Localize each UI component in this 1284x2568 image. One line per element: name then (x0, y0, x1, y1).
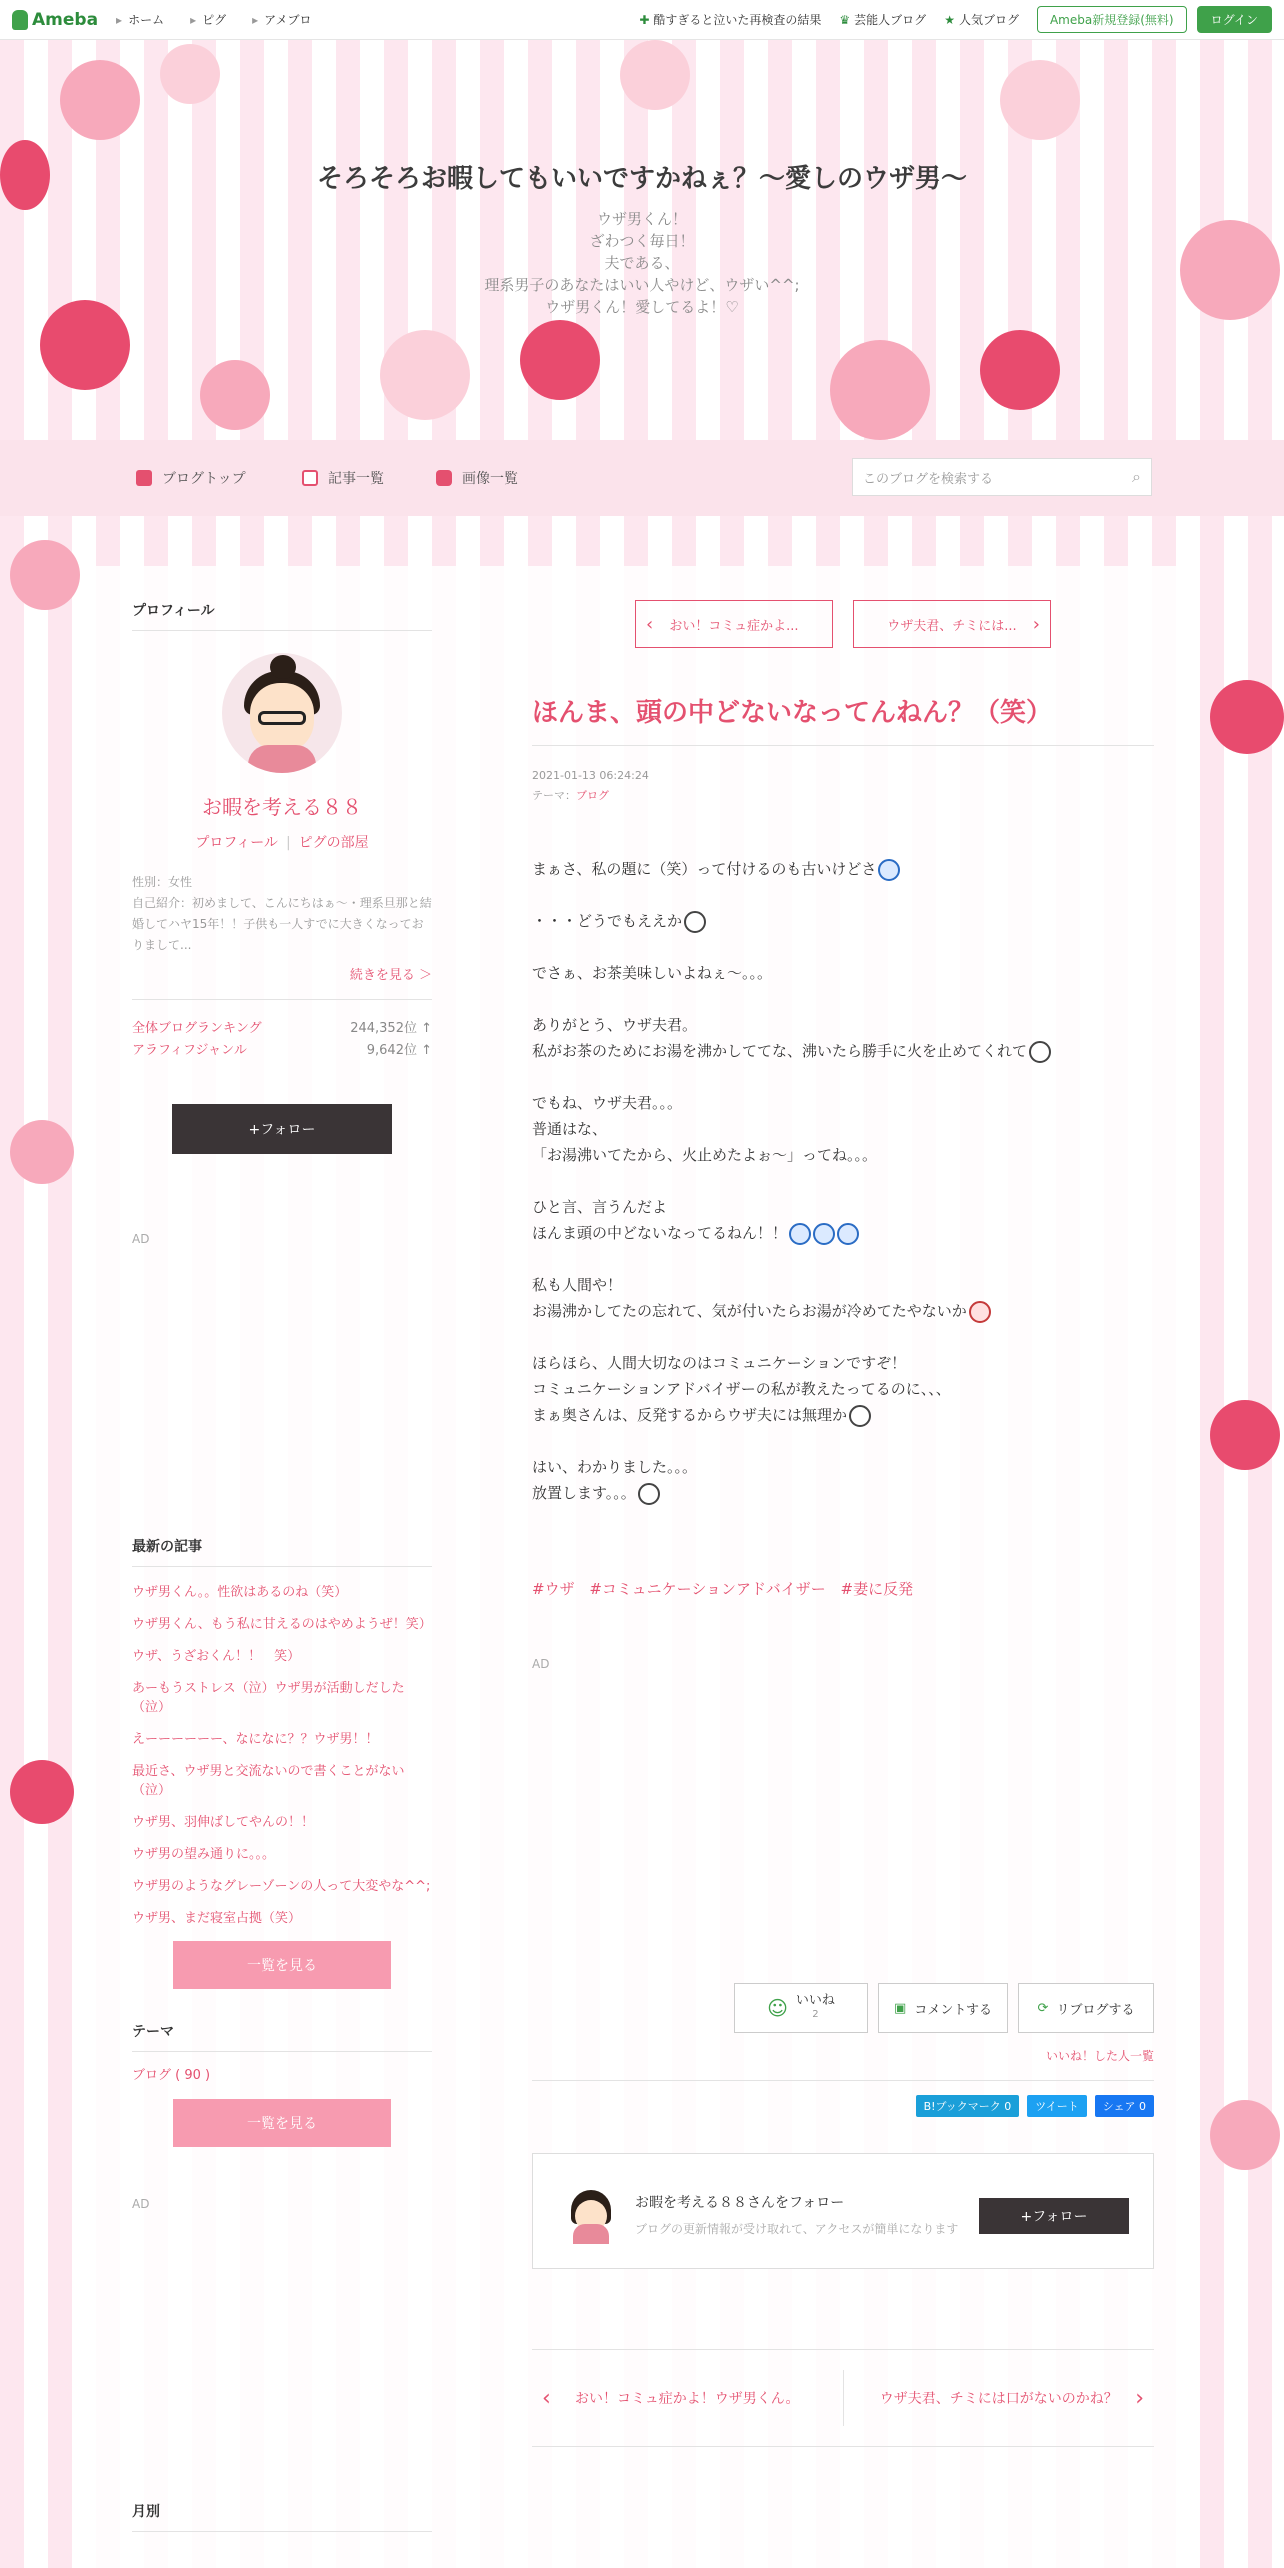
blog-icon (136, 470, 152, 486)
sidebar (132, 600, 432, 2532)
profile-name[interactable]: お暇を考える８８ (202, 795, 362, 819)
ameba-topbar (0, 0, 1284, 40)
latest-entry-link[interactable]: 最近さ、ウザ男と交流ないので書くことがない（泣） (132, 1764, 405, 1798)
topnav-ameblo[interactable]: ▸ アメブロ (252, 11, 311, 28)
latest-entry-link[interactable]: ウザ、うざおくん！！ 笑） (132, 1649, 301, 1664)
nav-blog-top[interactable]: ブログトップ (136, 468, 246, 488)
profile-heading: プロフィール (132, 600, 432, 631)
crown-icon: ♛ (839, 13, 851, 27)
blossom-decoration (1210, 1400, 1280, 1470)
register-button[interactable]: Ameba新規登録(無料) (1037, 6, 1187, 33)
likers-link[interactable]: いいね！した人一覧 (1045, 2049, 1154, 2063)
latest-entry-link[interactable]: ウザ男、まだ寝室占拠（笑） (132, 1911, 302, 1926)
blog-global-nav (0, 440, 1284, 516)
bottom-prev-link[interactable]: ‹ おい！コミュ症かよ！ウザ男くん。 (532, 2370, 844, 2426)
entry-meta (532, 766, 1154, 806)
emoji-icon (849, 1405, 871, 1427)
main-container (84, 566, 1200, 2568)
topnav-home[interactable]: ▸ ホーム (116, 11, 164, 28)
follow-box-text: お暇を考える８８さんをフォロー (635, 2195, 845, 2211)
hashtag-link[interactable]: #コミュニケーションアドバイザー (589, 1580, 826, 1598)
entry-date: 2021-01-13 06:24:24 (532, 769, 649, 782)
entry-hashtags (532, 1578, 1154, 1599)
prev-entry-button[interactable]: ‹ おい！コミュ症かよ... (635, 600, 833, 648)
reblog-icon: ⟳ (1037, 2000, 1049, 2016)
hashtag-link[interactable]: #妻に反発 (840, 1580, 914, 1598)
emoji-icon (969, 1301, 991, 1323)
theme-heading: テーマ (132, 2021, 432, 2052)
share-buttons (532, 2095, 1154, 2117)
emoji-icon (789, 1223, 811, 1245)
entry-actions (532, 1983, 1154, 2033)
profile-more-link[interactable]: 続きを見る ＞ (349, 968, 432, 983)
login-button[interactable]: ログイン (1197, 6, 1272, 33)
facebook-share-button[interactable]: シェア 0 (1095, 2095, 1154, 2117)
plus-icon: ✚ (639, 13, 650, 27)
theme-list (132, 2066, 432, 2085)
chevron-right-icon: › (1135, 2385, 1144, 2411)
latest-entry-link[interactable]: あーもうストレス（泣）ウザ男が活動しだした（泣） (132, 1681, 405, 1715)
comment-icon: ▣ (894, 2000, 907, 2016)
theme-link[interactable]: ブログ ( 90 ) (132, 2068, 211, 2083)
chevron-right-icon: › (1032, 613, 1040, 635)
hatena-bookmark-button[interactable]: B!ブックマーク 0 (916, 2095, 1020, 2117)
entry-ad-label: AD (532, 1657, 550, 1671)
emoji-icon (684, 911, 706, 933)
pig-room-link[interactable]: ピグの部屋 (298, 835, 369, 851)
bottom-next-link[interactable]: ウザ夫君、チミには口がないのかね？ › (879, 2385, 1144, 2411)
follow-avatar (561, 2180, 621, 2244)
star-icon: ★ (944, 13, 955, 27)
entry-title[interactable]: ほんま、頭の中どないなってんねん？（笑） (532, 692, 1154, 746)
emoji-icon (837, 1223, 859, 1245)
profile-link[interactable]: プロフィール (195, 835, 278, 851)
ameba-logo[interactable]: Ameba (12, 10, 98, 30)
theme-all-button[interactable]: 一覧を見る (173, 2099, 391, 2147)
emoji-icon (878, 859, 900, 881)
theme-label: テーマ： (532, 789, 576, 802)
sidebar-follow-button[interactable]: +フォロー (172, 1104, 392, 1154)
entry-body: まぁさ、私の題に（笑）って付けるのも古いけどさ ・・・どうでもええか でさぁ、お茶美味しいよねぇ〜。。。 ありがとう、ウザ夫君。 私がお茶のためにお湯を沸かしててな、沸いたら勝手に火を止めてくれて でもね、ウザ夫君。。。 普通はな、 「お湯沸いてたから、火止めたよぉ〜」ってね。。。 ひと言、言うんだよ ほんま頭の中どないなってるねん！！ 私も人間や！ お湯沸かしてたの忘れて、気が付いたらお湯が冷めてたやないか ほらほら、人間大切なのはコミュニケーションですぞ！ コミュニケーションアドバイザーの私が教えたってるのに、、、 まぁ奥さんは、反発するからウザ夫には無理か はい、わかりました。。。 放置します。。。 (532, 856, 1154, 1506)
smile-icon: ☺ (767, 1996, 788, 2020)
latest-entry-link[interactable]: ウザ男のようなグレーゾーンの人って大変やな^^; (132, 1879, 431, 1894)
follow-box-button[interactable]: +フォロー (979, 2198, 1129, 2234)
topbar-link-popular[interactable]: ★ 人気ブログ (944, 13, 1019, 27)
comment-button[interactable]: ▣ コメントする (878, 1983, 1008, 2033)
list-icon (302, 470, 318, 486)
latest-entry-link[interactable]: ウザ男くん。。性欲はあるのね（笑） (132, 1585, 348, 1600)
follow-box-subtext: ブログの更新情報が受け取れて、アクセスが簡単になります (635, 2222, 959, 2236)
nav-entry-list[interactable]: 記事一覧 (302, 468, 384, 488)
emoji-icon (1029, 1041, 1051, 1063)
ameba-frog-icon (12, 10, 28, 30)
camera-icon (436, 470, 452, 486)
latest-entry-link[interactable]: ウザ男くん、もう私に甘えるのはやめようぜ！笑） (132, 1617, 432, 1632)
blog-search-input[interactable]: このブログを検索する ⌕ (852, 458, 1152, 496)
topbar-link-celeb[interactable]: ♛ 芸能人ブログ (839, 13, 927, 27)
bottom-pager (532, 2349, 1154, 2447)
blossom-decoration (1210, 2100, 1280, 2170)
blossom-decoration (10, 1760, 74, 1824)
blossom-decoration (1210, 680, 1284, 754)
blog-title[interactable]: そろそろお暇してもいいですかねぇ？〜愛しのウザ男〜 (316, 164, 967, 194)
emoji-icon (638, 1483, 660, 1505)
search-icon[interactable]: ⌕ (1132, 467, 1141, 486)
ranking-row[interactable]: アラフィフジャンル 9,642位 ↑ (132, 1043, 432, 1058)
reblog-button[interactable]: ⟳ リブログする (1018, 1983, 1154, 2033)
blog-header (0, 40, 1284, 440)
topnav-pig[interactable]: ▸ ピグ (190, 11, 226, 28)
monthly-heading: 月別 (132, 2501, 432, 2532)
profile-links: プロフィール | ピグの部屋 (195, 835, 369, 851)
entry-theme-link[interactable]: ブログ (576, 789, 609, 802)
emoji-icon (813, 1223, 835, 1245)
latest-entry-link[interactable]: ウザ男、羽伸ばしてやんの！！ (132, 1815, 315, 1830)
chevron-left-icon: ‹ (646, 613, 654, 635)
profile-info: 性別：女性 自己紹介：初めまして、こんにちはぁ〜・理系旦那と結婚してハヤ15年！！子供も一人すでに大きくなっておりまして... (132, 875, 432, 952)
latest-entry-link[interactable]: ウザ男の望み通りに。。。 (132, 1847, 276, 1862)
blossom-decoration (10, 540, 80, 610)
nav-image-list[interactable]: 画像一覧 (436, 468, 518, 488)
blossom-decoration (10, 1120, 74, 1184)
hashtag-link[interactable]: #ウザ (532, 1580, 575, 1598)
latest-all-button[interactable]: 一覧を見る (173, 1941, 391, 1989)
follow-box (532, 2153, 1154, 2269)
sidebar-ad-label-2: AD (132, 2197, 150, 2211)
top-pager (532, 600, 1154, 648)
latest-entry-link[interactable]: えーーーーーー、なになに？？ウザ男！！ (132, 1732, 379, 1747)
like-button[interactable]: ☺ いいね 2 (734, 1983, 868, 2033)
ranking-list (132, 999, 432, 1062)
latest-heading: 最新の記事 (132, 1536, 432, 1567)
tweet-button[interactable]: ツイート (1027, 2095, 1086, 2117)
next-entry-button[interactable]: ウザ夫君、チミには... › (853, 600, 1051, 648)
profile-avatar[interactable] (222, 653, 342, 773)
topbar-link-news[interactable]: ✚ 酷すぎると泣いた再検査の結果 (639, 13, 822, 27)
sidebar-ad-label: AD (132, 1232, 150, 1246)
latest-entries (132, 1583, 432, 1928)
ranking-row[interactable]: 全体ブログランキング 244,352位 ↑ (132, 1021, 432, 1036)
chevron-left-icon: ‹ (542, 2385, 551, 2411)
entry-content (532, 600, 1154, 2447)
blog-description: ウザ男くん！ ざわつく毎日！ 夫である、 理系男子のあなたはいい人やけど、ウザい^^; ウザ男くん！愛してるよ！♡ (484, 210, 800, 316)
